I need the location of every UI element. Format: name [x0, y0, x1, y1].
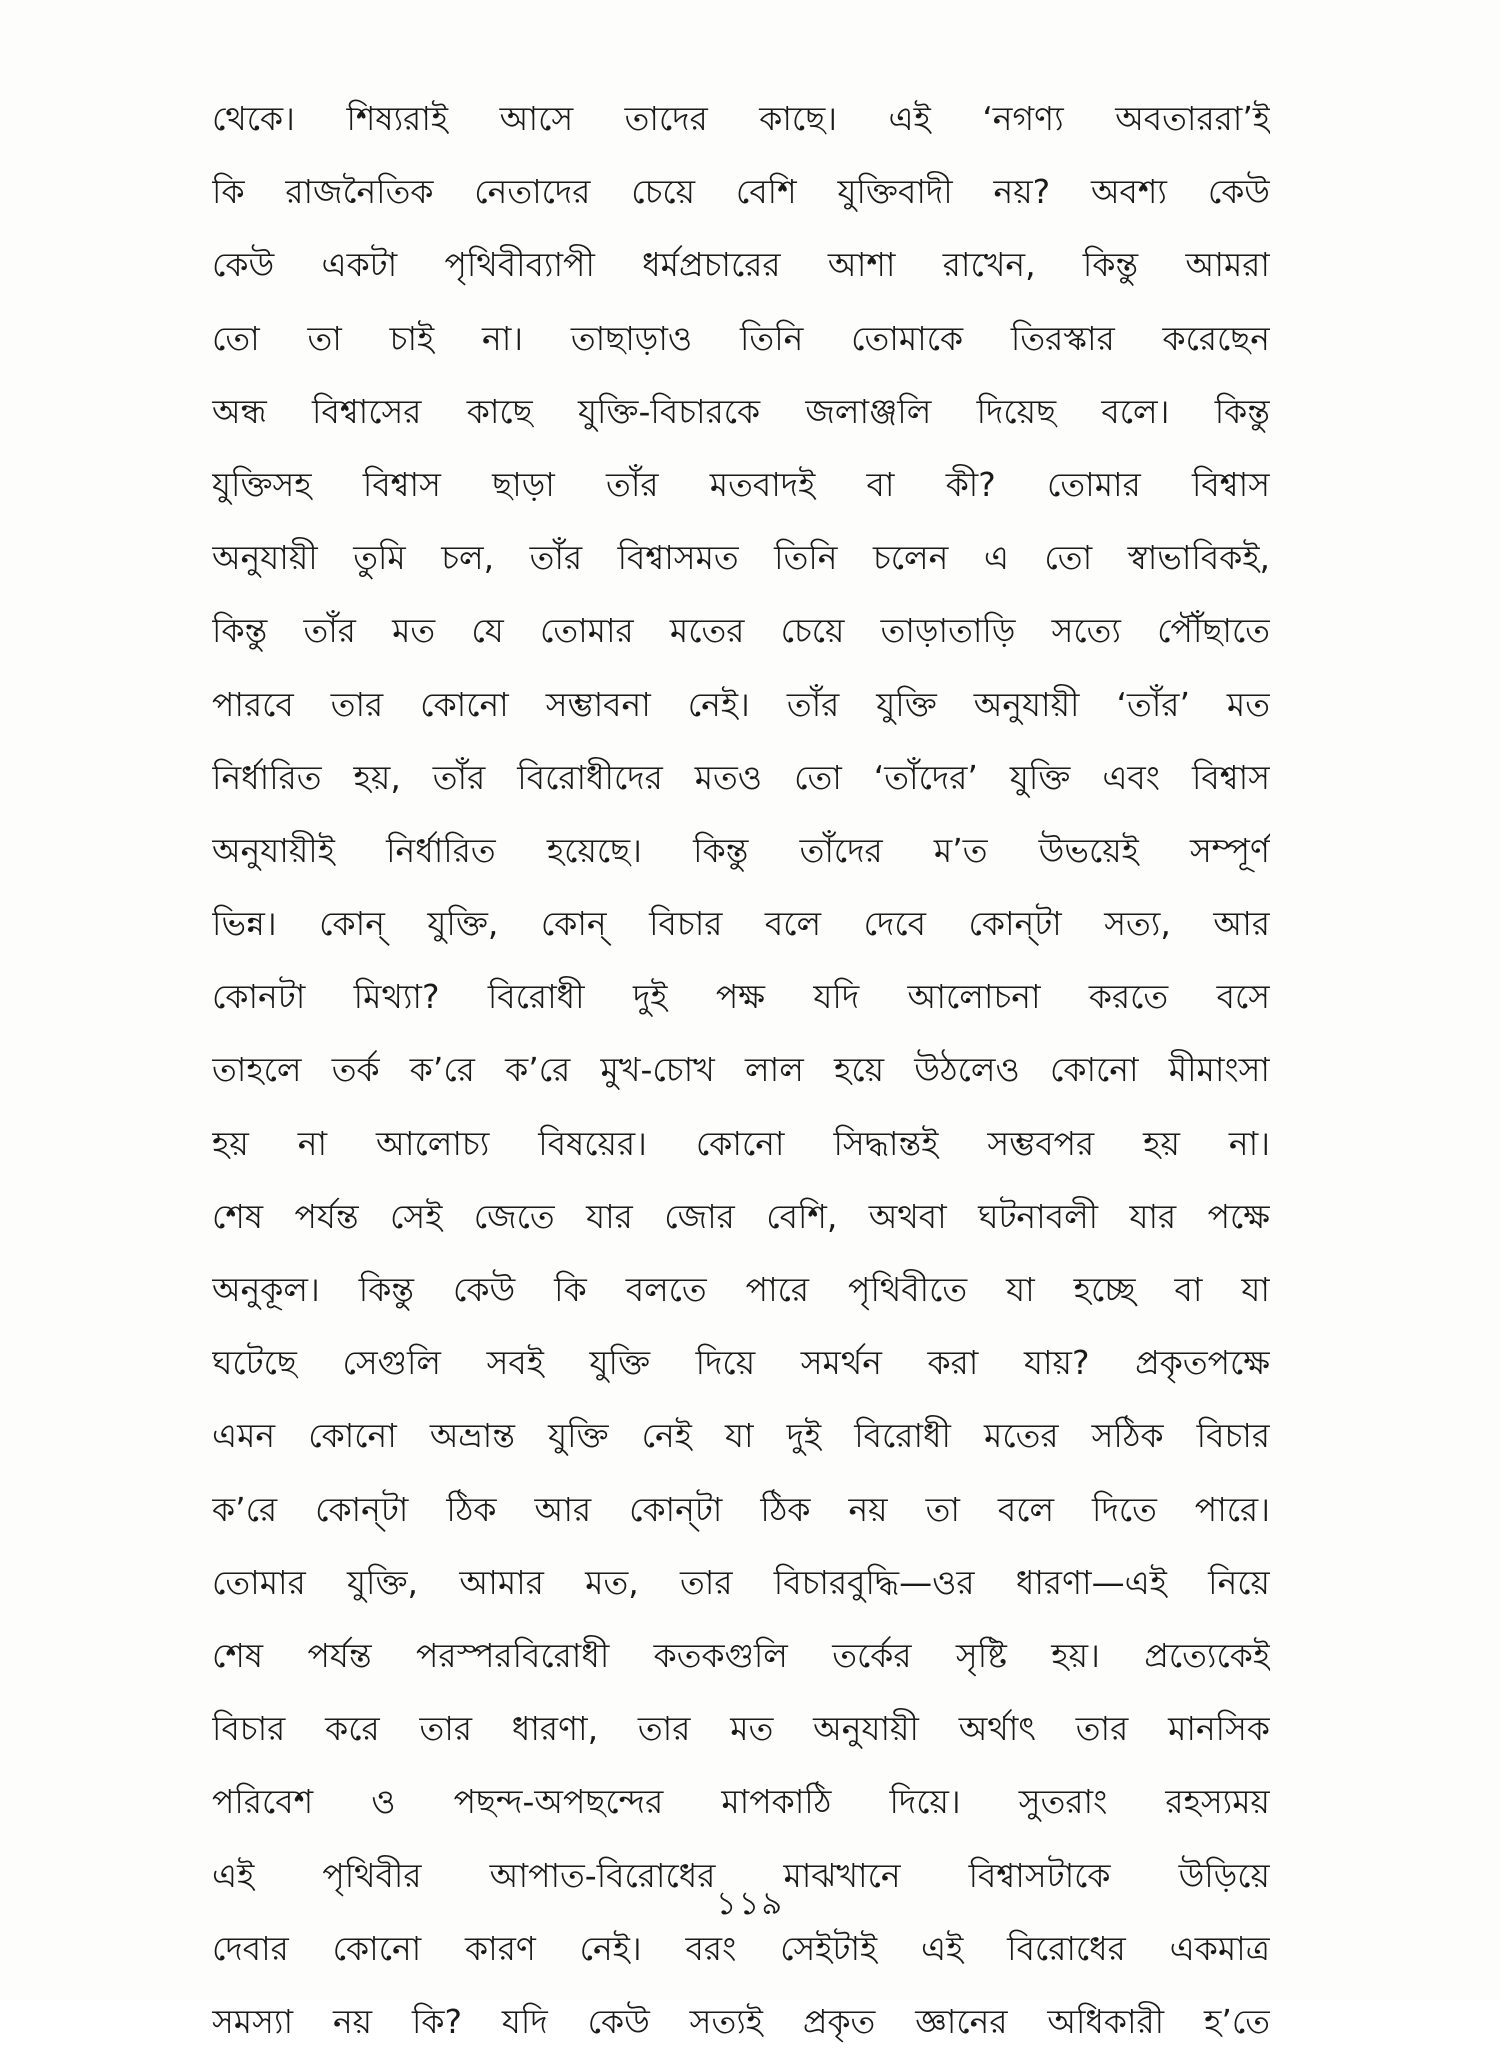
text-line: অন্ধ বিশ্বাসের কাছে যুক্তি-বিচারকে জলাঞ্জলি দিয়েছ বলে। কিন্তু	[212, 391, 1270, 431]
page-number: ১১৯	[715, 1884, 785, 1922]
text-line: এমন কোনো অভ্রান্ত যুক্তি নেই যা দুই বিরোধী মতের সঠিক বিচার	[212, 1416, 1270, 1456]
text-line: দেবার কোনো কারণ নেই। বরং সেইটাই এই বিরোধের একমাত্র	[212, 1928, 1270, 1968]
text-line: শেষ পর্যন্ত পরস্পরবিরোধী কতকগুলি তর্কের সৃষ্টি হয়। প্রত্যেকেই	[212, 1635, 1270, 1675]
text-line: যুক্তিসহ বিশ্বাস ছাড়া তাঁর মতবাদই বা কী? তোমার বিশ্বাস	[212, 464, 1270, 504]
text-line: তো তা চাই না। তাছাড়াও তিনি তোমাকে তিরস্কার করেছেন	[212, 318, 1270, 358]
text-line: নির্ধারিত হয়, তাঁর বিরোধীদের মতও তো ‘তাঁদের’ যুক্তি এবং বিশ্বাস	[212, 757, 1270, 797]
text-line: বিচার করে তার ধারণা, তার মত অনুযায়ী অর্থাৎ তার মানসিক	[212, 1709, 1270, 1749]
text-line: অনুযায়ী তুমি চল, তাঁর বিশ্বাসমত তিনি চলেন এ তো স্বাভাবিকই,	[212, 538, 1270, 578]
text-line: অনুযায়ীই নির্ধারিত হয়েছে। কিন্তু তাঁদের ম’ত উভয়েই সম্পূর্ণ	[212, 830, 1270, 870]
text-line: ভিন্ন। কোন্ যুক্তি, কোন্ বিচার বলে দেবে কোন্‌টা সত্য, আর	[212, 904, 1270, 944]
body-text	[212, 82, 1270, 2058]
text-line: হয় না আলোচ্য বিষয়ের। কোনো সিদ্ধান্তই সম্ভবপর হয় না।	[212, 1123, 1270, 1163]
text-line: তাহলে তর্ক ক’রে ক’রে মুখ-চোখ লাল হয়ে উঠলেও কোনো মীমাংসা	[212, 1050, 1270, 1090]
text-line: শেষ পর্যন্ত সেই জেতে যার জোর বেশি, অথবা ঘটনাবলী যার পক্ষে	[212, 1196, 1270, 1236]
text-line: কিন্তু তাঁর মত যে তোমার মতের চেয়ে তাড়াতাড়ি সত্যে পৌঁছাতে	[212, 611, 1270, 651]
text-line: পারবে তার কোনো সম্ভাবনা নেই। তাঁর যুক্তি অনুযায়ী ‘তাঁর’ মত	[212, 684, 1270, 724]
text-line: তোমার যুক্তি, আমার মত, তার বিচারবুদ্ধি—ওর ধারণা—এই নিয়ে	[212, 1562, 1270, 1602]
text-line: কি রাজনৈতিক নেতাদের চেয়ে বেশি যুক্তিবাদী নয়? অবশ্য কেউ	[212, 172, 1270, 212]
text-line: সমস্যা নয় কি? যদি কেউ সত্যই প্রকৃত জ্ঞানের অধিকারী হ’তে	[212, 2001, 1270, 2041]
text-line: অনুকূল। কিন্তু কেউ কি বলতে পারে পৃথিবীতে যা হচ্ছে বা যা	[212, 1270, 1270, 1309]
text-line: থেকে। শিষ্যরাই আসে তাদের কাছে। এই ‘নগণ্য অবতাররা’ই	[212, 99, 1270, 138]
text-line: ক’রে কোন্‌টা ঠিক আর কোন্‌টা ঠিক নয় তা বলে দিতে পারে।	[212, 1489, 1270, 1529]
text-line: এই পৃথিবীর আপাত-বিরোধের মাঝখানে বিশ্বাসটাকে উড়িয়ে	[212, 1855, 1270, 1895]
text-line: কোনটা মিথ্যা? বিরোধী দুই পক্ষ যদি আলোচনা করতে বসে	[212, 977, 1270, 1017]
text-line: কেউ একটা পৃথিবীব্যাপী ধর্মপ্রচারের আশা রাখেন, কিন্তু আমরা	[212, 245, 1270, 285]
text-line: ঘটেছে সেগুলি সবই যুক্তি দিয়ে সমর্থন করা যায়? প্রকৃতপক্ষে	[212, 1343, 1270, 1383]
text-line: পরিবেশ ও পছন্দ-অপছন্দের মাপকাঠি দিয়ে। সুতরাং রহস্যময়	[212, 1782, 1270, 1822]
